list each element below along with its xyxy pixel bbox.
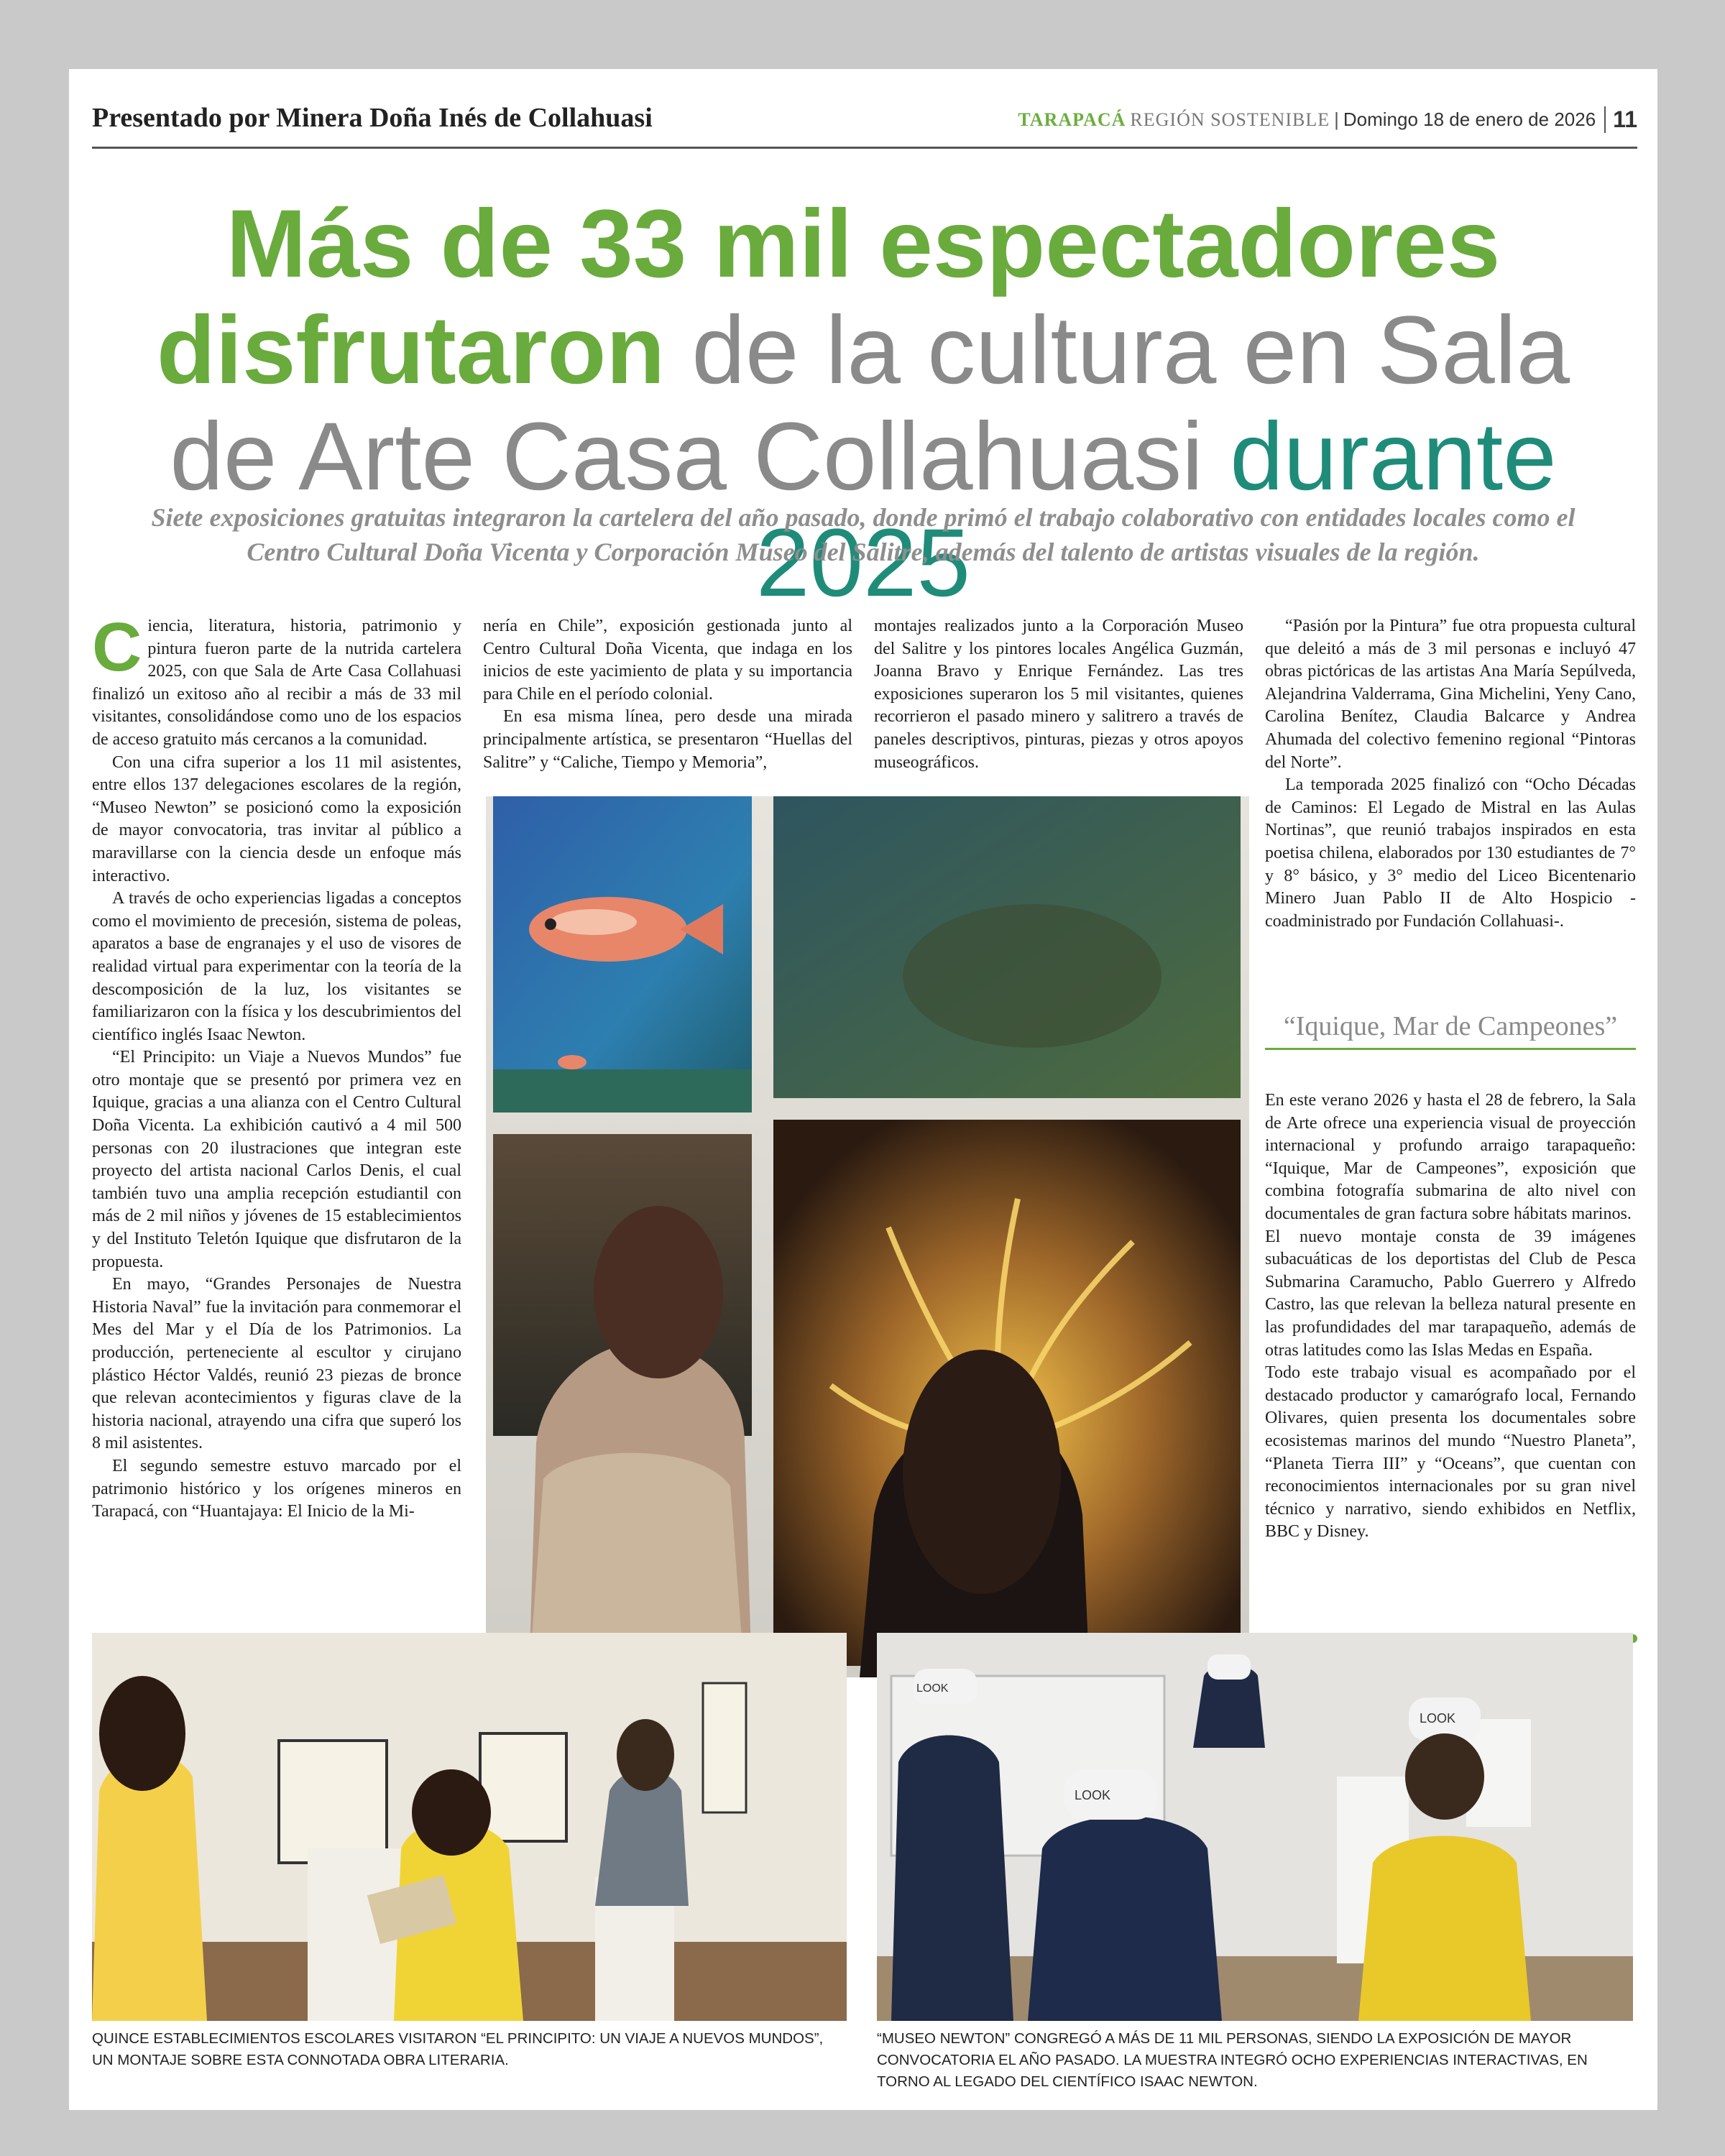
headset-label: LOOK [916,1682,949,1695]
photo-students-principito [92,1633,847,2021]
students-illustration [92,1633,847,2021]
page-number: 11 [1604,106,1637,133]
vr-illustration [877,1633,1633,2021]
deck-subtitle: Siete exposiciones gratuitas integraron la cartelera del año pasado, donde primó el trabajo colaborativo con entidades locales como el Centro Cultural Doña Vicenta y Corporación Museo del Salitre, además del talento de artistas visuales de la región. [151,503,1576,566]
headset-label: LOOK [1420,1711,1456,1726]
headset-label: LOOK [1075,1788,1111,1802]
paragraph: “Pasión por la Pintura” fue otra propuesta cultural que deleitó a más de 3 mil personas e incluyó 47 obras pictóricas de las artistas Ana María Sepúlveda, Alejandrina Valderrama, Gina Michelini, Yeny Cano, Carolina Benítez, Claudia Balcarce y Andrea Ahumada del colectivo femenino regional “Pintoras del Norte”. [1265,617,1636,772]
paragraph-text: iencia, literatura, historia, patrimonio y pintura fueron parte de la nutrida cartelera 2025, con que Sala de Arte Casa Collahuasi finalizó un exitoso año al recibir a más de 33 mil visitantes, consolidándose como uno de los espacios de acceso gratuito más cercanos a la comunidad. [92,617,461,749]
paragraph: En esa misma línea, pero desde una mirada principalmente artística, se presentaron “Huellas del Salitre” y “Caliche, Tiempo y Memoria”, [483,707,852,772]
header-meta [1018,106,1637,133]
paragraph: En este verano 2026 y hasta el 28 de febrero, la Sala de Arte ofrece una experiencia visual de proyección internacional y profundo arraigo tarapaqueño: “Iquique, Mar de Campeones”, exposición que combina fotografía submarina de alto nivel con documentales de gran factura sobre hábitats marinos. [1265,1091,1636,1223]
paragraph [92,609,461,752]
paragraph: A través de ocho experiencias ligadas a conceptos como el movimiento de precesión, sistema de poleas, aparatos a base de engranajes y el uso de visores de realidad virtual para experimentar con la teoría de la descomposición de la luz, los visitantes se familiarizaron con la física y los descubrimientos del científico inglés Isaac Newton. [92,889,461,1044]
headline-part-green: Más de 33 mil espectadores disfrutaron [156,190,1501,404]
body-column-4 [1265,615,1636,933]
headline-part-grey: de la cultura en Sala de Arte Casa Collahuasi [170,297,1570,510]
brand-tarapaca: TARAPACÁ [1018,109,1126,130]
photo-museo-newton-vr [877,1633,1633,2021]
section-subhead: “Iquique, Mar de Campeones” [1265,1005,1636,1050]
newspaper-page [69,69,1657,2110]
sponsor-line: Presentado por Minera Doña Inés de Collahuasi [92,103,653,133]
body-column-2 [483,615,852,774]
body-column-4-continued [1265,1089,1636,1544]
main-photo-gallery [486,796,1249,1677]
header-separator: | [1334,109,1339,130]
paragraph: Con una cifra superior a los 11 mil asistentes, entre ellos 137 delegaciones escolares de la región, “Museo Newton” se posicionó como la exposición de mayor convocatoria, tras invitar al público a maravillarse con la ciencia desde un enfoque más interactivo. [92,752,461,885]
paragraph: “El Principito: un Viaje a Nuevos Mundos” fue otro montaje que se presentó por primera vez en Iquique, gracias a una alianza con el Centro Cultural Doña Vicenta. La exhibición cautivó a 4 mil 500 personas con 20 ilustraciones que integran este proyecto del artista nacional Carlos Denis, el cual también tuvo una amplia recepción estudiantil con más de 2 mil niños y jóvenes de 15 establecimientos y del Instituto Teletón Iquique que disfrutaron de la propuesta. [92,1048,461,1271]
body-column-3 [874,615,1243,774]
wall-artwork [279,1741,387,1863]
paragraph: En mayo, “Grandes Personajes de Nuestra Historia Naval” fue la invitación para conmemorar el Mes del Mar y el Día de los Patrimonios. La producción, perteneciente al escultor y cirujano plástico Héctor Valdés, reunió 23 piezas de bronce que relevan acontecimientos y figuras clave de la historia nacional, atrayendo una cifra que superó los 8 mil asistentes. [92,1275,461,1453]
paragraph: El nuevo montaje consta de 39 imágenes subacuáticas de los deportistas del Club de Pesca Submarina Caramucho, Pablo Guerrero y Alfredo Castro, las que relevan la belleza natural presente en las profundidades del mar tarapaqueño, además de otras latitudes como las Islas Medas en España. [1265,1227,1636,1360]
issue-date: Domingo 18 de enero de 2026 [1343,109,1596,130]
caption-left: QUINCE ESTABLECIMIENTOS ESCOLARES VISITARON “EL PRINCIPITO: UN VIAJE A NUEVOS MUNDOS”, UN MONTAJE SOBRE ESTA CONNOTADA OBRA LITERARIA. [92,2030,824,2068]
drop-cap: C [92,609,142,686]
paragraph: El segundo semestre estuvo marcado por el patrimonio histórico y los orígenes mineros en Tarapacá, con “Huantajaya: El Inicio de la Mi- [92,1456,461,1521]
body-column-1 [92,609,461,1524]
brand-region-sostenible: REGIÓN SOSTENIBLE [1130,109,1330,130]
paragraph: montajes realizados junto a la Corporación Museo del Salitre y los pintores locales Angélica Guzmán, Joanna Bravo y Enrique Fernández. Las tres exposiciones superaron los 5 mil visitantes, quienes recorrieron el pasado minero y salitrero a través de paneles descriptivos, pinturas, piezas y otros apoyos museográficos. [874,617,1243,772]
paragraph: La temporada 2025 finalizó con “Ocho Décadas de Caminos: El Legado de Mistral en las Aulas Nortinas”, que reunió trabajos inspirados en esta poetisa chilena, elaborados por 130 estudiantes de 7° y 8° básico, y 3° medio del Liceo Bicentenario Minero Juan Pablo II de Alto Hospicio -coadministrado por Fundación Collahuasi-. [1265,775,1636,931]
page-header [92,98,1637,149]
caption-right: “MUSEO NEWTON” CONGREGÓ A MÁS DE 11 MIL PERSONAS, SIENDO LA EXPOSICIÓN DE MAYOR CONVOCATORIA EL AÑO PASADO. LA MUESTRA INTEGRÓ OCHO EXPERIENCIAS INTERACTIVAS, EN TORNO AL LEGADO DEL CIENTÍFICO ISAAC NEWTON. [877,2030,1588,2090]
headline-part-teal: durante 2025 [755,403,1557,617]
gallery-illustration [486,796,1249,1677]
paragraph: Todo este trabajo visual es acompañado por el destacado productor y camarógrafo local, Fernando Olivares, quien presenta los documentales sobre ecosistemas marinos del mundo “Nuestro Planeta”, “Planeta Tierra III” y “Oceans”, que cuentan con reconocimientos internacionales por su gran nivel técnico y narrativo, siendo exhibidos en Netflix, BBC y Disney. [1265,1363,1636,1542]
paragraph: nería en Chile”, exposición gestionada junto al Centro Cultural Doña Vicenta, que indaga en los inicios de este yacimiento de plata y su importancia para Chile en el período colonial. [483,617,852,704]
